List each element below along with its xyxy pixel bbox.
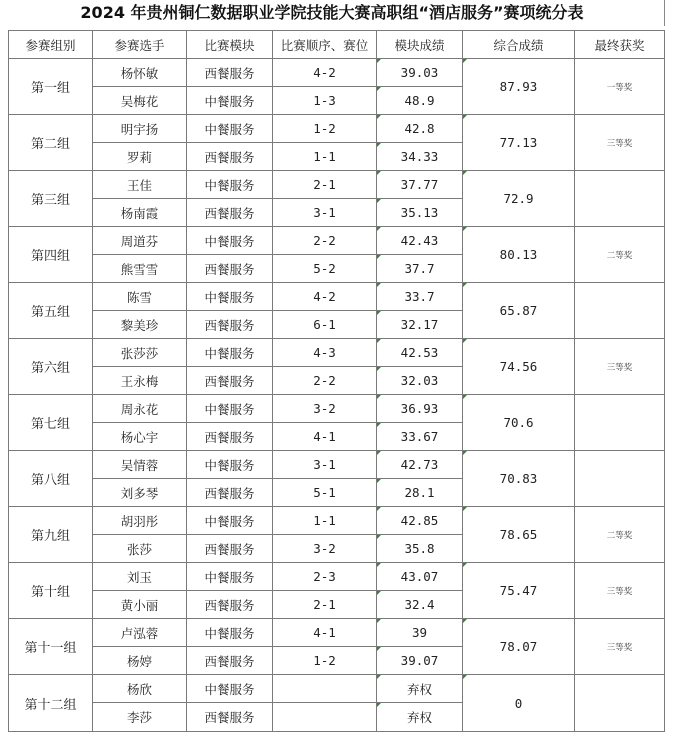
order-cell: 2-2 bbox=[273, 367, 377, 395]
order-cell: 5-2 bbox=[273, 255, 377, 283]
module-cell: 西餐服务 bbox=[187, 591, 273, 619]
order-cell: 1-2 bbox=[273, 115, 377, 143]
player-cell: 王永梅 bbox=[93, 367, 187, 395]
award-cell: 三等奖 bbox=[575, 339, 665, 395]
module-score-cell: 33.7 bbox=[377, 283, 463, 311]
order-cell: 1-1 bbox=[273, 143, 377, 171]
module-score-cell: 42.8 bbox=[377, 115, 463, 143]
module-score-cell: 33.67 bbox=[377, 423, 463, 451]
player-cell: 卢泓蓉 bbox=[93, 619, 187, 647]
module-cell: 中餐服务 bbox=[187, 395, 273, 423]
module-cell: 西餐服务 bbox=[187, 143, 273, 171]
module-cell: 西餐服务 bbox=[187, 479, 273, 507]
order-cell: 3-1 bbox=[273, 199, 377, 227]
module-cell: 西餐服务 bbox=[187, 59, 273, 87]
group-name-cell: 第八组 bbox=[9, 451, 93, 507]
order-cell: 1-1 bbox=[273, 507, 377, 535]
award-cell: 三等奖 bbox=[575, 619, 665, 675]
total-score-cell: 87.93 bbox=[463, 59, 575, 115]
order-cell: 2-1 bbox=[273, 591, 377, 619]
module-score-cell: 42.73 bbox=[377, 451, 463, 479]
total-score-cell: 70.6 bbox=[463, 395, 575, 451]
order-cell: 3-2 bbox=[273, 395, 377, 423]
order-cell: 4-2 bbox=[273, 59, 377, 87]
order-cell: 4-2 bbox=[273, 283, 377, 311]
table-row bbox=[9, 619, 665, 647]
module-cell: 西餐服务 bbox=[187, 367, 273, 395]
table-row bbox=[9, 563, 665, 591]
module-score-cell: 35.8 bbox=[377, 535, 463, 563]
award-cell bbox=[575, 675, 665, 732]
player-cell: 熊雪雪 bbox=[93, 255, 187, 283]
table-row bbox=[9, 339, 665, 367]
player-cell: 周永花 bbox=[93, 395, 187, 423]
group-name-cell: 第七组 bbox=[9, 395, 93, 451]
order-cell: 4-1 bbox=[273, 619, 377, 647]
group-name-cell: 第三组 bbox=[9, 171, 93, 227]
table-row bbox=[9, 451, 665, 479]
total-score-cell: 74.56 bbox=[463, 339, 575, 395]
module-cell: 西餐服务 bbox=[187, 311, 273, 339]
order-cell bbox=[273, 703, 377, 732]
award-cell bbox=[575, 451, 665, 507]
player-cell: 罗莉 bbox=[93, 143, 187, 171]
order-cell: 2-3 bbox=[273, 563, 377, 591]
player-cell: 胡羽彤 bbox=[93, 507, 187, 535]
module-cell: 西餐服务 bbox=[187, 703, 273, 732]
player-cell: 杨欣 bbox=[93, 675, 187, 703]
player-cell: 陈雪 bbox=[93, 283, 187, 311]
order-cell: 6-1 bbox=[273, 311, 377, 339]
order-cell: 5-1 bbox=[273, 479, 377, 507]
sheet-title: 2024 年贵州铜仁数据职业学院技能大赛高职组“酒店服务”赛项统分表 bbox=[0, 0, 665, 26]
player-cell: 吴梅花 bbox=[93, 87, 187, 115]
module-score-cell: 43.07 bbox=[377, 563, 463, 591]
module-score-cell: 弃权 bbox=[377, 703, 463, 732]
module-cell: 中餐服务 bbox=[187, 507, 273, 535]
table-row bbox=[9, 115, 665, 143]
total-score-cell: 65.87 bbox=[463, 283, 575, 339]
player-cell: 刘多琴 bbox=[93, 479, 187, 507]
table-row bbox=[9, 283, 665, 311]
total-score-cell: 78.07 bbox=[463, 619, 575, 675]
order-cell: 1-2 bbox=[273, 647, 377, 675]
module-score-cell: 39.07 bbox=[377, 647, 463, 675]
header-player: 参赛选手 bbox=[93, 31, 187, 59]
module-cell: 中餐服务 bbox=[187, 87, 273, 115]
header-group: 参赛组别 bbox=[9, 31, 93, 59]
group-name-cell: 第六组 bbox=[9, 339, 93, 395]
award-cell: 一等奖 bbox=[575, 59, 665, 115]
module-cell: 中餐服务 bbox=[187, 619, 273, 647]
module-score-cell: 37.77 bbox=[377, 171, 463, 199]
award-cell bbox=[575, 171, 665, 227]
total-score-cell: 70.83 bbox=[463, 451, 575, 507]
module-cell: 中餐服务 bbox=[187, 675, 273, 703]
player-cell: 杨怀敏 bbox=[93, 59, 187, 87]
player-cell: 明宇扬 bbox=[93, 115, 187, 143]
total-score-cell: 78.65 bbox=[463, 507, 575, 563]
group-name-cell: 第二组 bbox=[9, 115, 93, 171]
group-name-cell: 第九组 bbox=[9, 507, 93, 563]
module-score-cell: 37.7 bbox=[377, 255, 463, 283]
order-cell bbox=[273, 675, 377, 703]
module-cell: 西餐服务 bbox=[187, 199, 273, 227]
module-cell: 西餐服务 bbox=[187, 535, 273, 563]
order-cell: 4-3 bbox=[273, 339, 377, 367]
group-name-cell: 第四组 bbox=[9, 227, 93, 283]
module-cell: 中餐服务 bbox=[187, 115, 273, 143]
header-award: 最终获奖 bbox=[575, 31, 665, 59]
order-cell: 3-1 bbox=[273, 451, 377, 479]
group-name-cell: 第十组 bbox=[9, 563, 93, 619]
order-cell: 1-3 bbox=[273, 87, 377, 115]
module-score-cell: 35.13 bbox=[377, 199, 463, 227]
module-cell: 西餐服务 bbox=[187, 423, 273, 451]
player-cell: 杨心宇 bbox=[93, 423, 187, 451]
group-name-cell: 第十二组 bbox=[9, 675, 93, 732]
module-score-cell: 48.9 bbox=[377, 87, 463, 115]
award-cell bbox=[575, 395, 665, 451]
table-body bbox=[9, 59, 665, 732]
module-score-cell: 32.17 bbox=[377, 311, 463, 339]
order-cell: 3-2 bbox=[273, 535, 377, 563]
total-score-cell: 72.9 bbox=[463, 171, 575, 227]
table-row bbox=[9, 59, 665, 87]
group-name-cell: 第五组 bbox=[9, 283, 93, 339]
total-score-cell: 80.13 bbox=[463, 227, 575, 283]
award-cell: 二等奖 bbox=[575, 507, 665, 563]
module-score-cell: 42.43 bbox=[377, 227, 463, 255]
order-cell: 4-1 bbox=[273, 423, 377, 451]
module-cell: 中餐服务 bbox=[187, 171, 273, 199]
player-cell: 刘玉 bbox=[93, 563, 187, 591]
module-score-cell: 39 bbox=[377, 619, 463, 647]
module-score-cell: 34.33 bbox=[377, 143, 463, 171]
module-cell: 西餐服务 bbox=[187, 255, 273, 283]
table-row bbox=[9, 675, 665, 703]
header-order: 比赛顺序、赛位 bbox=[273, 31, 377, 59]
module-cell: 中餐服务 bbox=[187, 451, 273, 479]
module-cell: 中餐服务 bbox=[187, 563, 273, 591]
order-cell: 2-1 bbox=[273, 171, 377, 199]
module-cell: 中餐服务 bbox=[187, 339, 273, 367]
player-cell: 黄小丽 bbox=[93, 591, 187, 619]
table-row bbox=[9, 227, 665, 255]
module-score-cell: 弃权 bbox=[377, 675, 463, 703]
module-score-cell: 32.4 bbox=[377, 591, 463, 619]
player-cell: 吴情蓉 bbox=[93, 451, 187, 479]
player-cell: 周道芬 bbox=[93, 227, 187, 255]
module-cell: 中餐服务 bbox=[187, 227, 273, 255]
header-row bbox=[9, 31, 665, 59]
module-score-cell: 36.93 bbox=[377, 395, 463, 423]
award-cell bbox=[575, 283, 665, 339]
module-score-cell: 28.1 bbox=[377, 479, 463, 507]
player-cell: 杨南霞 bbox=[93, 199, 187, 227]
player-cell: 张莎莎 bbox=[93, 339, 187, 367]
module-score-cell: 42.53 bbox=[377, 339, 463, 367]
award-cell: 二等奖 bbox=[575, 227, 665, 283]
module-score-cell: 42.85 bbox=[377, 507, 463, 535]
module-score-cell: 32.03 bbox=[377, 367, 463, 395]
total-score-cell: 0 bbox=[463, 675, 575, 732]
header-module-score: 模块成绩 bbox=[377, 31, 463, 59]
group-name-cell: 第一组 bbox=[9, 59, 93, 115]
module-cell: 西餐服务 bbox=[187, 647, 273, 675]
group-name-cell: 第十一组 bbox=[9, 619, 93, 675]
module-score-cell: 39.03 bbox=[377, 59, 463, 87]
order-cell: 2-2 bbox=[273, 227, 377, 255]
table-row bbox=[9, 395, 665, 423]
player-cell: 黎美珍 bbox=[93, 311, 187, 339]
header-total-score: 综合成绩 bbox=[463, 31, 575, 59]
total-score-cell: 77.13 bbox=[463, 115, 575, 171]
player-cell: 张莎 bbox=[93, 535, 187, 563]
module-cell: 中餐服务 bbox=[187, 283, 273, 311]
player-cell: 王佳 bbox=[93, 171, 187, 199]
table-row bbox=[9, 171, 665, 199]
award-cell: 三等奖 bbox=[575, 563, 665, 619]
table-row bbox=[9, 507, 665, 535]
player-cell: 杨婷 bbox=[93, 647, 187, 675]
player-cell: 李莎 bbox=[93, 703, 187, 732]
score-table bbox=[8, 30, 665, 732]
header-module: 比赛模块 bbox=[187, 31, 273, 59]
total-score-cell: 75.47 bbox=[463, 563, 575, 619]
award-cell: 三等奖 bbox=[575, 115, 665, 171]
